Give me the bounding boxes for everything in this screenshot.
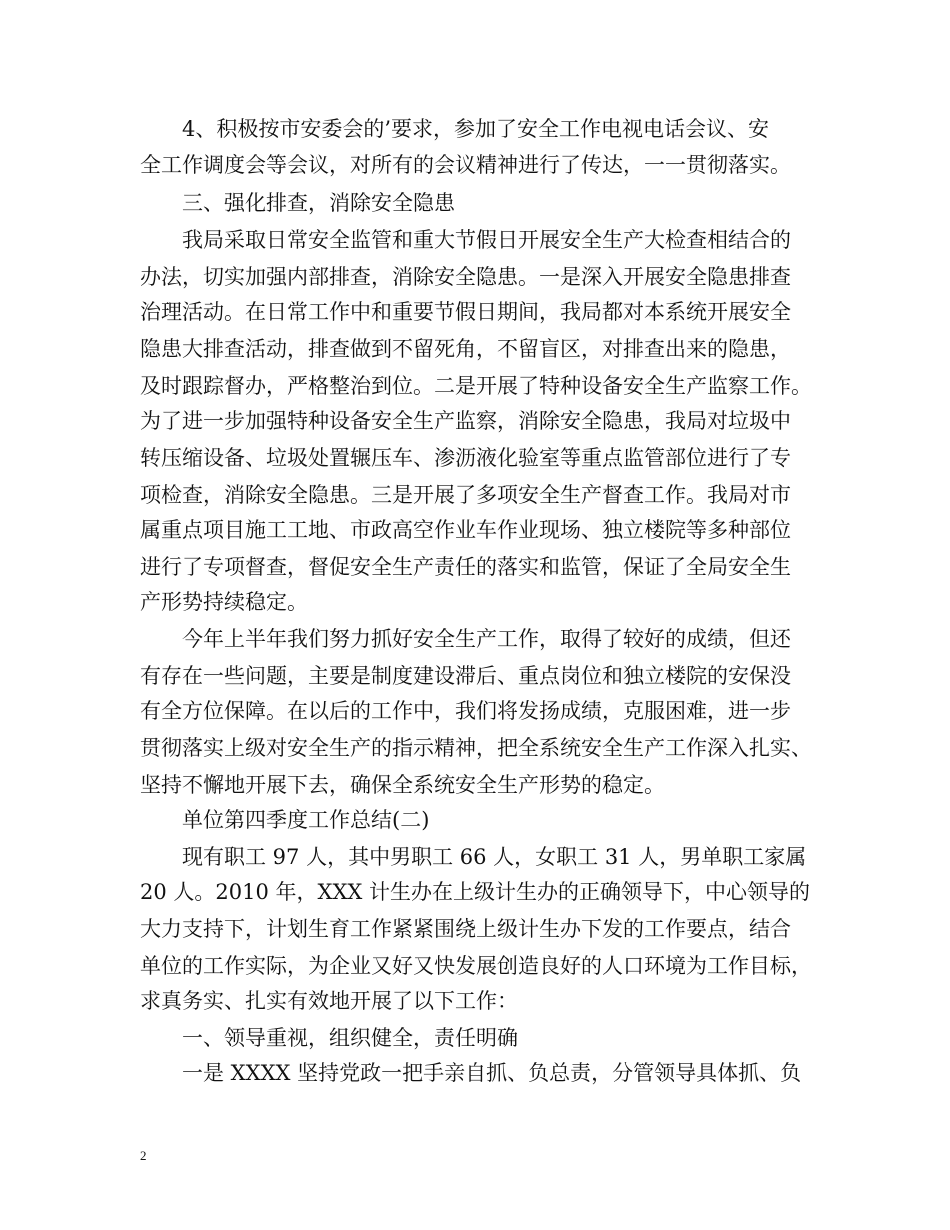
paragraph-line: 转压缩设备、垃圾处置辗压车、渗沥液化验室等重点监管部位进行了专 xyxy=(140,446,791,470)
paragraph-line: 办法，切实加强内部排查，消除安全隐患。一是深入开展安全隐患排查 xyxy=(140,265,791,289)
paragraph-line: 治理活动。在日常工作中和重要节假日期间，我局都对本系统开展安全 xyxy=(140,300,791,324)
paragraph-line: 有全方位保障。在以后的工作中，我们将发扬成绩，克服困难，进一步 xyxy=(140,699,791,723)
paragraph-line: 全工作调度会等会议，对所有的会议精神进行了传达，一一贯彻落实。 xyxy=(140,153,791,177)
paragraph-line: 大力支持下，计划生育工作紧紧围绕上级计生办下发的工作要点，结合 xyxy=(140,917,791,941)
paragraph-line: 贯彻落实上级对安全生产的指示精神，把全系统安全生产工作深入扎实、 xyxy=(140,736,812,760)
paragraph-line: 今年上半年我们努力抓好安全生产工作，取得了较好的成绩，但还 xyxy=(182,627,791,651)
paragraph-line: 我局采取日常安全监管和重大节假日开展安全生产大检查相结合的 xyxy=(182,228,791,252)
paragraph-line: 现有职工 97 人，其中男职工 66 人，女职工 31 人，男单职工家属 xyxy=(182,845,807,869)
paragraph-line: 单位的工作实际，为企业又好又快发展创造良好的人口环境为工作目标， xyxy=(140,954,812,978)
paragraph-line: 产形势持续稳定。 xyxy=(140,590,308,614)
section-heading: 一、领导重视，组织健全，责任明确 xyxy=(182,1026,518,1050)
paragraph-line: 求真务实、扎实有效地开展了以下工作： xyxy=(140,989,518,1013)
paragraph-line: 项检查，消除安全隐患。三是开展了多项安全生产督查工作。我局对市 xyxy=(140,483,791,507)
paragraph-line: 4、积极按市安委会的’要求，参加了安全工作电视电话会议、安 xyxy=(182,117,770,141)
paragraph-line: 为了进一步加强特种设备安全生产监察，消除安全隐患，我局对垃圾中 xyxy=(140,409,791,433)
paragraph-line: 隐患大排查活动，排查做到不留死角，不留盲区，对排查出来的隐患， xyxy=(140,337,791,361)
paragraph-line: 属重点项目施工工地、市政高空作业车作业现场、独立楼院等多种部位 xyxy=(140,518,791,542)
section-heading: 三、强化排查，消除安全隐患 xyxy=(182,191,455,215)
paragraph-line: 及时跟踪督办，严格整治到位。二是开展了特种设备安全生产监察工作。 xyxy=(140,374,812,398)
paragraph-line: 一是 XXXX 坚持党政一把手亲自抓、负总责，分管领导具体抓、负 xyxy=(182,1061,802,1085)
paragraph-line: 20 人。2010 年，XXX 计生办在上级计生办的正确领导下，中心领导的 xyxy=(140,880,811,904)
page-number: 2 xyxy=(140,1148,147,1163)
paragraph-line: 坚持不懈地开展下去，确保全系统安全生产形势的稳定。 xyxy=(140,773,665,797)
paragraph-line: 有存在一些问题，主要是制度建设滞后、重点岗位和独立楼院的安保没 xyxy=(140,664,791,688)
paragraph-line: 进行了专项督查，督促安全生产责任的落实和监管，保证了全局安全生 xyxy=(140,555,791,579)
section-heading: 单位第四季度工作总结(二) xyxy=(182,808,430,832)
